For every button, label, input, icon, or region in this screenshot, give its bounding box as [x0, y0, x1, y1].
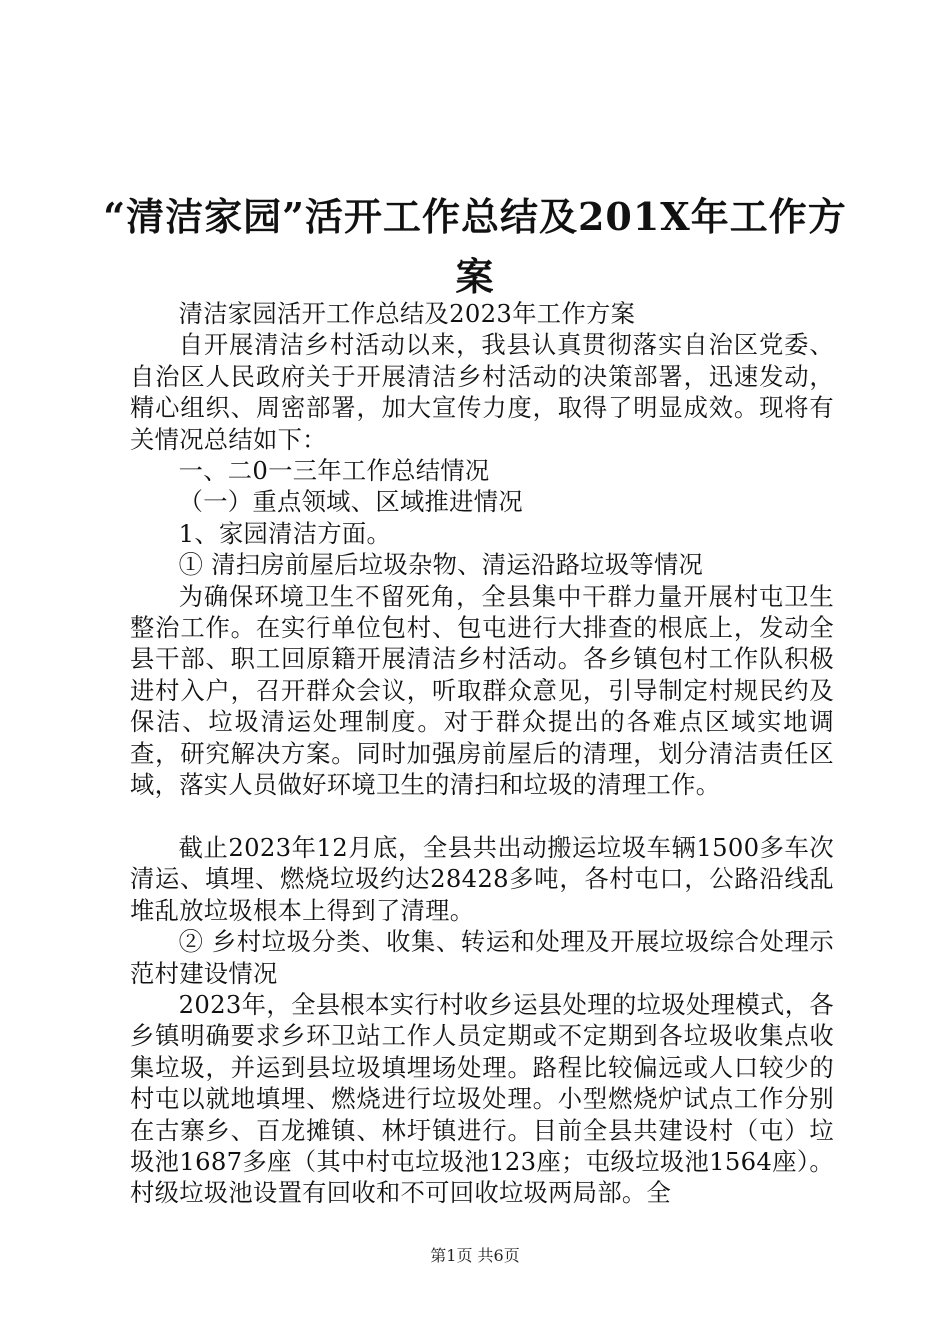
document-body	[130, 298, 834, 1209]
document-title-line-1: “清洁家园”活开工作总结及201X年工作方	[103, 194, 847, 239]
paragraph-subtitle: 清洁家园活开工作总结及2023年工作方案	[178, 299, 636, 328]
item-heading-1: 1、家园清洁方面。	[178, 518, 392, 548]
subsection-heading-1: （一）重点领域、区域推进情况	[178, 487, 523, 517]
section-heading-1: 一、二0一三年工作总结情况	[178, 456, 490, 486]
paragraph-intro: 自开展清洁乡村活动以来，我县认真贯彻落实自治区党委、自治区人民政府关于开展清洁乡村活动的决策部署，迅速发动，精心组织、周密部署，加大宣传力度，取得了明显成效。现将有关情况总结如下：	[130, 330, 834, 454]
point-heading-1: ① 清扫房前屋后垃圾杂物、清运沿路垃圾等情况	[178, 550, 704, 580]
paragraph-spacer	[130, 801, 834, 832]
paragraph-garbage-model: 2023年，全县根本实行村收乡运县处理的垃圾处理模式，各乡镇明确要求乡环卫站工作人员定期或不定期到各垃圾收集点收集垃圾，并运到县垃圾填埋场处理。路程比较偏远或人口较少的村屯以就地填埋、燃烧进行垃圾处理。小型燃烧炉试点工作分别在古寨乡、百龙摊镇、林圩镇进行。目前全县共建设村（屯）垃圾池1687多座（其中村屯垃圾池123座；屯级垃圾池1564座）。村级垃圾池设置有回收和不可回收垃圾两局部。全	[130, 989, 834, 1208]
document-title-line-2: 案	[455, 254, 495, 299]
paragraph-cleanup: 为确保环境卫生不留死角，全县集中干群力量开展村屯卫生整治工作。在实行单位包村、包屯进行大排查的根底上，发动全县干部、职工回原籍开展清洁乡村活动。各乡镇包村工作队积极进村入户，召开群众会议，听取群众意见，引导制定村规民约及保洁、垃圾清运处理制度。对于群众提出的各难点区域实地调查，研究解决方案。同时加强房前屋后的清理，划分清洁责任区域，落实人员做好环境卫生的清扫和垃圾的清理工作。	[130, 581, 834, 800]
page-number: 第1页 共6页	[430, 1246, 520, 1265]
paragraph-statistics: 截止2023年12月底，全县共出动搬运垃圾车辆1500多车次清运、填埋、燃烧垃圾约达28428多吨，各村屯口，公路沿线乱堆乱放垃圾根本上得到了清理。	[130, 832, 834, 925]
point-heading-2: ② 乡村垃圾分类、收集、转运和处理及开展垃圾综合处理示范村建设情况	[130, 927, 834, 988]
